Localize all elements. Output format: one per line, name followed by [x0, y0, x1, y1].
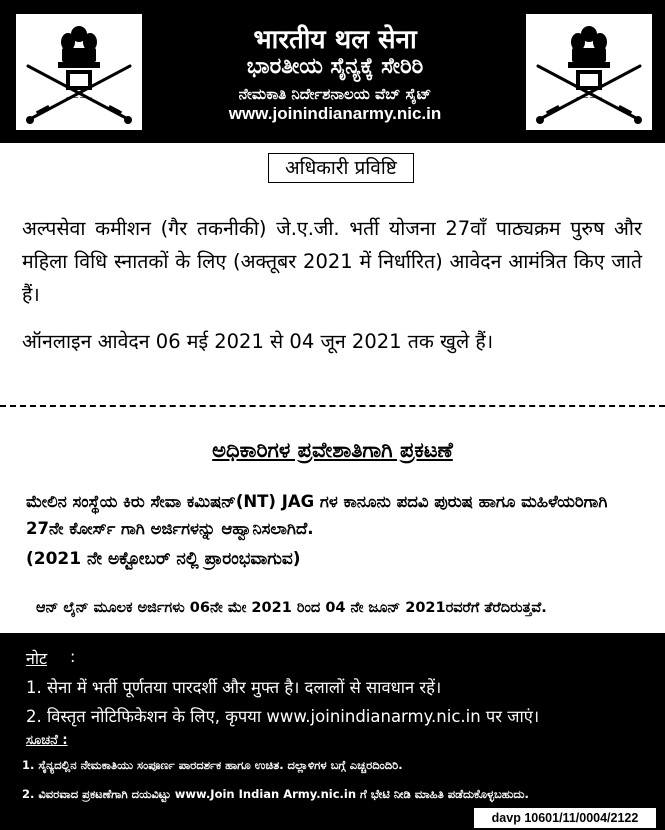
section-divider — [0, 405, 665, 407]
davp-code: davp 10601/11/0004/2122 — [474, 808, 656, 828]
footer-band — [0, 633, 665, 830]
note-colon: : — [70, 647, 76, 666]
kannada-paragraph: ಮೇಲಿನ ಸಂಸ್ಥೆಯ ಕಿರು ಸೇವಾ ಕಮಿಷನ್(NT) JAG ಗಳ ಕಾನೂನು ಪದವಿ ಪುರುಷ ಹಾಗೂ ಮಹಿಳೆಯರಿಗಾಗಿ 27ನೇ ಕೋರ್ಸ್ ಗಾಗಿ ಅರ್ಜಿಗಳನ್ನು ಆಹ್ವಾನಿಸಲಾಗಿದೆ. — [26, 492, 608, 538]
header-title-hindi: भारतीय थल सेना — [253, 25, 417, 55]
army-emblem-left-icon — [16, 14, 142, 130]
hindi-paragraph: अल्पसेवा कमीशन (गैर तकनीकी) जे.ए.जी. भर्ती योजना 27वाँ पाठ्यक्रम पुरुष और महिला विधि स्नातकों के लिए (अक्तूबर 2021 में निर्धारित) आवेदन आमंत्रित किए जाते हैं। — [22, 217, 642, 306]
hindi-section-title: अधिकारी प्रविष्टि — [268, 153, 414, 183]
header-website: www.joinindianarmy.nic.in — [228, 104, 442, 123]
army-emblem-right-icon — [526, 14, 652, 130]
kannada-online-dates: ಆನ್ ಲೈನ್ ಮೂಲಕ ಅರ್ಜಿಗಳು 06ನೇ ಮೇ 2021 ರಿಂದ 04 ನೇ ಜೂನ್ 2021ರವರೆಗೆ ತೆರೆದಿರುತ್ತವೆ. — [36, 600, 547, 616]
header-subtitle: ನೇಮಕಾತಿ ನಿರ್ದೇಶನಾಲಯ ವೆಬ್ ಸೈಟ್ — [238, 85, 432, 103]
note-title: नोट — [26, 649, 48, 668]
kannada-note-title: ಸೂಚನೆ : — [26, 733, 68, 748]
kannada-note-item-2: 2. ವಿವರವಾದ ಪ್ರಕಟಣೆಗಾಗಿ ದಯವಿಟ್ಟು www.Join Indian Army.nic.in ಗೆ ಭೇಟಿ ನೀಡಿ ಮಾಹಿತಿ ಪಡೆದುಕೊಳ್ಳಬಹುದು. — [22, 787, 529, 801]
kannada-note-item-1: 1. ಸೈನ್ಯದಲ್ಲಿನ ನೇಮಕಾತಿಯು ಸಂಪೂರ್ಣ ಪಾರದರ್ಶಕ ಹಾಗೂ ಉಚಿತ. ದಲ್ಲಾಳಿಗಳ ಬಗ್ಗೆ ಎಚ್ಚರದಿಂದಿರಿ. — [22, 758, 403, 772]
kannada-section-title: ಅಧಿಕಾರಿಗಳ ಪ್ರವೇಶಾತಿಗಾಗಿ ಪ್ರಕಟಣೆ — [212, 438, 453, 462]
svg-text:~~~~: ~~~~ — [65, 93, 93, 102]
svg-text:~~~~: ~~~~ — [575, 93, 603, 102]
header-title-kannada: ಭಾರತೀಯ ಸೈನ್ಯಕ್ಕೆ ಸೇರಿರಿ — [246, 54, 424, 79]
header-band — [0, 0, 665, 143]
note-item-1: 1. सेना में भर्ती पूर्णतया पारदर्शी और मुफ्त है। दलालों से सावधान रहें। — [26, 678, 442, 697]
kannada-start-note: (2021 ನೇ ಅಕ್ಟೋಬರ್ ನಲ್ಲಿ ಪ್ರಾರಂಭವಾಗುವ) — [26, 549, 301, 569]
note-item-2: 2. विस्तृत नोटिफिकेशन के लिए, कृपया www.joinindianarmy.nic.in पर जाएं। — [26, 707, 540, 726]
hindi-online-dates: ऑनलाइन आवेदन 06 मई 2021 से 04 जून 2021 तक खुले हैं। — [22, 330, 494, 353]
